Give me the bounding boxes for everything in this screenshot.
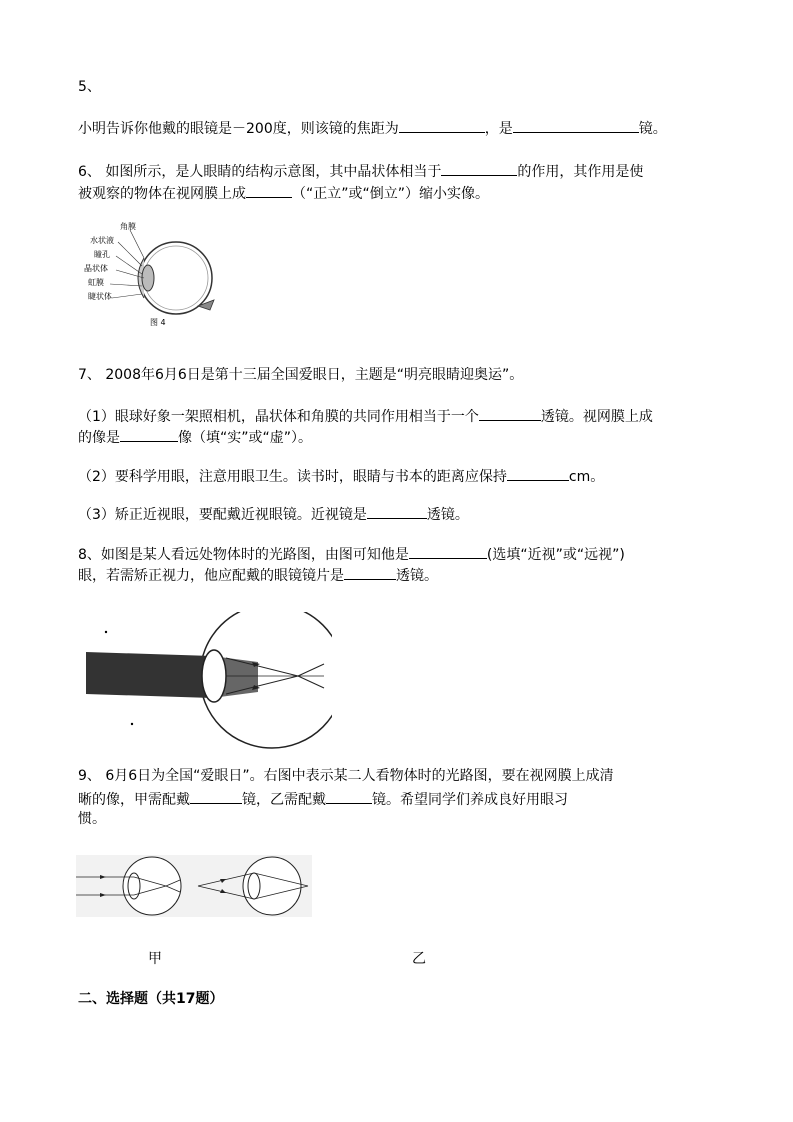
q9-line-2 — [78, 789, 568, 809]
section-2-heading: 二、选择题（共17题） — [78, 991, 224, 1007]
q7-part2 — [78, 466, 604, 486]
q7-p2-a: （2）要科学用眼，注意用眼卫生。读书时，眼睛与书本的距离应保持 — [78, 469, 507, 485]
q9-line2-c: 镜。希望同学们养成良好用眼习 — [372, 792, 568, 808]
q9-label-jia: 甲 — [148, 951, 162, 967]
q7-title: 7、 2008年6月6日是第十三届全国爱眼日，主题是“明亮眼睛迎奥运”。 — [78, 367, 524, 383]
q6-line-1 — [78, 161, 643, 181]
q6-line2-b: （“正立”或“倒立”）缩小实像。 — [292, 186, 490, 202]
q8-eye-ray-diagram — [84, 612, 332, 762]
eye-label-cornea: 角膜 — [120, 222, 136, 231]
q7-blank-2[interactable] — [120, 427, 178, 442]
q7-blank-3[interactable] — [507, 466, 569, 481]
q5-text-a: 小明告诉你他戴的眼镜是－200度，则该镜的焦距为 — [78, 121, 399, 137]
q9-label-yi: 乙 — [412, 951, 426, 967]
q7-p1-b: 透镜。视网膜上成 — [540, 409, 653, 425]
q6-blank-2[interactable] — [246, 183, 292, 198]
eye-label-lens: 晶状体 — [84, 264, 108, 273]
q7-p1-c: 的像是 — [78, 430, 120, 446]
q9-ray-diagrams — [76, 855, 312, 917]
eye-label-pupil: 瞳孔 — [94, 250, 110, 259]
q9-ray-diagrams-svg — [76, 855, 312, 917]
q8-line1-b: (选填“近视”或“远视”) — [486, 547, 625, 563]
q9-line2-a: 晰的像，甲需配戴 — [78, 792, 190, 808]
eye-label-ciliary: 睫状体 — [88, 292, 112, 301]
q6-line2-a: 被观察的物体在视网膜上成 — [78, 186, 246, 202]
q7-blank-1[interactable] — [479, 406, 541, 421]
eye-figure-caption: 图 4 — [150, 318, 166, 327]
q5-number: 5、 — [78, 79, 101, 95]
q8-line2-b: 透镜。 — [396, 568, 438, 584]
q5-text-c: 镜。 — [638, 121, 667, 137]
q9-line-3: 惯。 — [78, 811, 106, 827]
q6-line-2 — [78, 183, 489, 203]
q8-line2-a: 眼，若需矫正视力，他应配戴的眼镜镜片是 — [78, 568, 344, 584]
q6-blank-1[interactable] — [441, 161, 517, 176]
q7-p2-b: cm。 — [568, 469, 605, 485]
q8-line1-a: 8、如图是某人看远处物体时的光路图，由图可知他是 — [78, 547, 409, 563]
q5-text — [78, 118, 667, 138]
q9-line2-b: 镜，乙需配戴 — [242, 792, 326, 808]
q8-light-path-figure — [84, 612, 332, 762]
q9-blank-2[interactable] — [326, 789, 372, 804]
q9-line-1: 9、 6月6日为全国“爱眼日”。右图中表示某二人看物体时的光路图，要在视网膜上成清 — [78, 768, 614, 784]
q7-part3 — [78, 504, 469, 524]
q5-text-b: ，是 — [484, 121, 513, 137]
eye-structure-figure — [80, 222, 240, 334]
eye-label-aqueous: 水状液 — [90, 236, 114, 245]
q7-part1-line-1 — [78, 406, 653, 426]
q5-blank-2[interactable] — [513, 118, 639, 133]
q7-blank-4[interactable] — [367, 504, 427, 519]
q6-line1-a: 6、 如图所示，是人眼睛的结构示意图，其中晶状体相当于 — [78, 164, 442, 180]
q5-blank-1[interactable] — [399, 118, 485, 133]
q8-line-1 — [78, 544, 625, 564]
q7-p3-b: 透镜。 — [426, 507, 469, 523]
q6-line1-b: 的作用，其作用是使 — [517, 164, 644, 180]
q7-part1-line-2 — [78, 427, 312, 447]
q8-blank-2[interactable] — [344, 565, 396, 580]
q8-blank-1[interactable] — [409, 544, 487, 559]
q8-line-2 — [78, 565, 438, 585]
eye-label-iris: 虹膜 — [88, 278, 104, 287]
q9-blank-1[interactable] — [190, 789, 242, 804]
q7-p3-a: （3）矫正近视眼，要配戴近视眼镜。近视镜是 — [78, 507, 367, 523]
q7-p1-a: （1）眼球好象一架照相机，晶状体和角膜的共同作用相当于一个 — [78, 409, 479, 425]
q7-p1-d: 像（填“实”或“虚”）。 — [178, 430, 313, 446]
